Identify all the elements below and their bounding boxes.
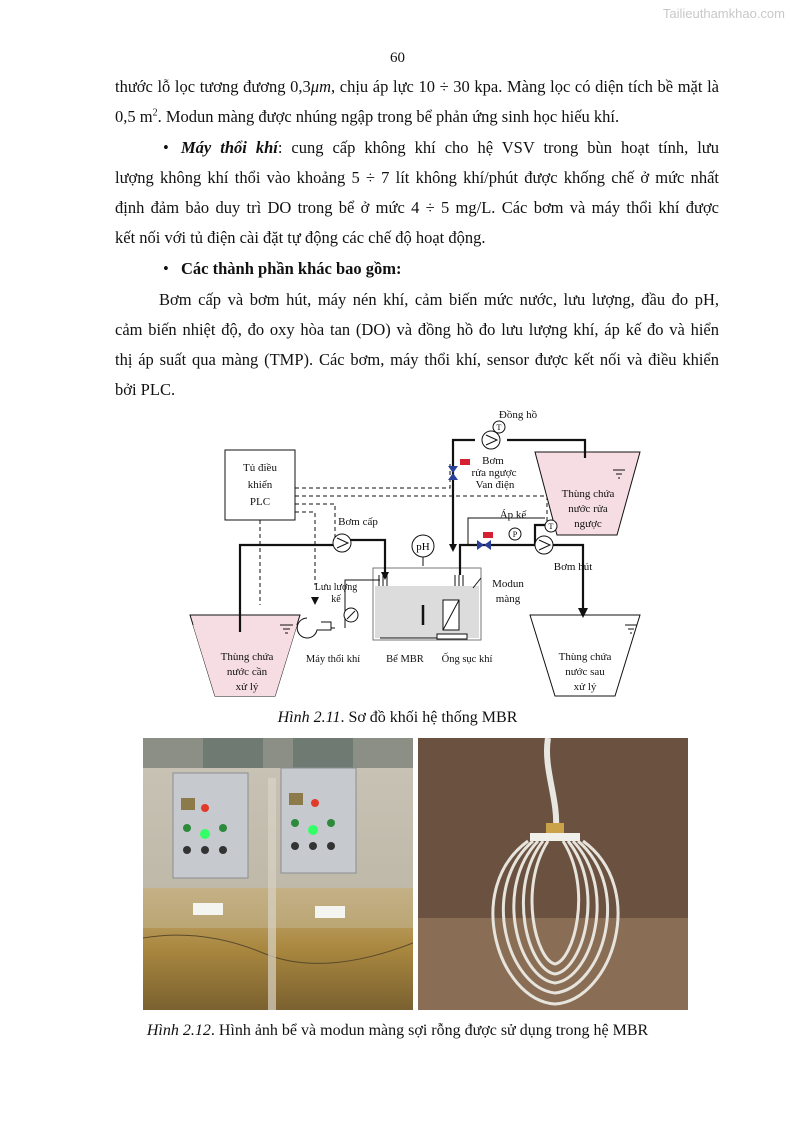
label-tank-in: xử lý (235, 681, 259, 693)
label-ap-ke: Áp kế (499, 509, 527, 521)
label-modun: Modun (492, 578, 524, 590)
plc-label: PLC (249, 496, 271, 508)
label-bom-rua: Bơm (482, 455, 504, 467)
label-tank-out: Thùng chứa (558, 651, 612, 663)
text-line: • Máy thổi khí: cung cấp không khí cho hệ VSV trong bùn hoạt tính, lưu (163, 138, 719, 157)
plc-label: khiển (247, 479, 273, 491)
label-bom-hut: Bơm hút (553, 561, 593, 573)
label-may-thoi-khi: Máy thổi khí (305, 654, 361, 665)
text-line: bởi PLC. (115, 380, 176, 399)
text-line: kết nối với tủ điện cài đặt tự động các chế độ hoạt động. (115, 228, 486, 247)
paragraph-membrane (115, 72, 719, 132)
watermark: Tailieuthamkhao.com (662, 6, 785, 21)
figure-caption-2-11: Hình 2.11. Sơ đồ khối hệ thống MBR (277, 709, 518, 726)
label-tank-backwash: nước rửa (568, 503, 608, 515)
photo-mbr-tanks (143, 738, 413, 1010)
label-tank-backwash: ngược (574, 518, 602, 530)
paragraph-components (115, 285, 719, 405)
bullet-may-thoi-khi (115, 133, 719, 253)
text-line: thị áp suất qua màng (TMP). Các bơm, máy thổi khí, sensor được kết nối và điều khiển (115, 350, 719, 369)
aerator-icon (437, 634, 467, 639)
text-line: Bơm cấp và bơm hút, máy nén khí, cảm biến mức nước, lưu lượng, đầu đo pH, (159, 290, 719, 309)
label-tank-out: xử lý (573, 681, 597, 693)
label-tank-in: nước cần (226, 666, 268, 678)
label-luu-luong: Lưu lượng (314, 582, 358, 593)
text-line: cảm biến nhiệt độ, đo oxy hòa tan (DO) và đồng hồ đo lưu lượng khí, áp kế đo và hiển (115, 320, 719, 339)
label-be-mbr: Bể MBR (386, 654, 424, 665)
actuator-icon (460, 459, 470, 465)
text-line: thước lỗ lọc tương đương 0,3μm, chịu áp lực 10 ÷ 30 kpa. Màng lọc có diện tích bề mặt là (115, 77, 720, 96)
photo-hollow-fiber-module (418, 738, 688, 1010)
label-tank-in: Thùng chứa (220, 651, 274, 663)
control-line-blower (295, 512, 315, 585)
gauge-symbol: T (548, 522, 554, 531)
pipe-gauge (468, 518, 545, 545)
tank-label-sticker (193, 903, 223, 915)
mbr-tank-water (375, 586, 479, 638)
text-line: 0,5 $m^2$. Modun màng được nhúng ngập trong bể phản ứng sinh học hiếu khí. (115, 107, 620, 126)
page-number: 60 (390, 50, 405, 66)
figure-caption-2-12: Hình 2.12. Hình ảnh bể và modun màng sợi rỗng được sử dụng trong hệ MBR (146, 1022, 649, 1039)
label-van-dien: Van điện (475, 479, 515, 491)
label-bom-cap: Bơm cấp (338, 516, 378, 528)
plc-label: Tủ điều (243, 462, 277, 474)
bullet-term: Máy thổi khí (181, 138, 278, 157)
control-line-valve (295, 462, 450, 488)
text-line: định đảm bảo duy trì DO trong bể ở mức 4 ÷ 5 mg/L. Các bơm và máy thổi khí được (115, 198, 719, 217)
pipe-backwash (453, 440, 475, 545)
actuator-icon (483, 532, 493, 538)
bullet-term: Các thành phần khác bao gồm: (181, 259, 402, 278)
label-bom-rua: rửa ngược (471, 467, 517, 479)
blower-icon (297, 618, 331, 638)
text-line: lượng không khí thổi vào khoảng 5 ÷ 7 lít không khí/phút được khống chế ở mức nhất (115, 168, 719, 187)
valve-icon (477, 540, 491, 550)
label-ong-suc-khi: Ống sục khí (441, 654, 493, 665)
label-modun: màng (495, 593, 521, 605)
text-line: • Các thành phần khác bao gồm: (163, 259, 402, 278)
mbr-system-diagram (185, 400, 645, 700)
label-tank-backwash: Thùng chứa (561, 488, 615, 500)
label-dong-ho: Đồng hồ (498, 409, 538, 421)
pipe-outlet (545, 545, 583, 612)
tank-label-sticker (315, 906, 345, 918)
gauge-symbol: T (496, 423, 502, 432)
arrow-icon (449, 544, 457, 552)
arrow-icon (311, 597, 319, 605)
label-luu-luong: kế (331, 594, 341, 605)
bullet-thanh-phan-khac (115, 254, 719, 284)
gauge-symbol: P (512, 530, 518, 539)
label-tank-out: nước sau (565, 666, 605, 678)
ph-label: pH (416, 541, 430, 553)
